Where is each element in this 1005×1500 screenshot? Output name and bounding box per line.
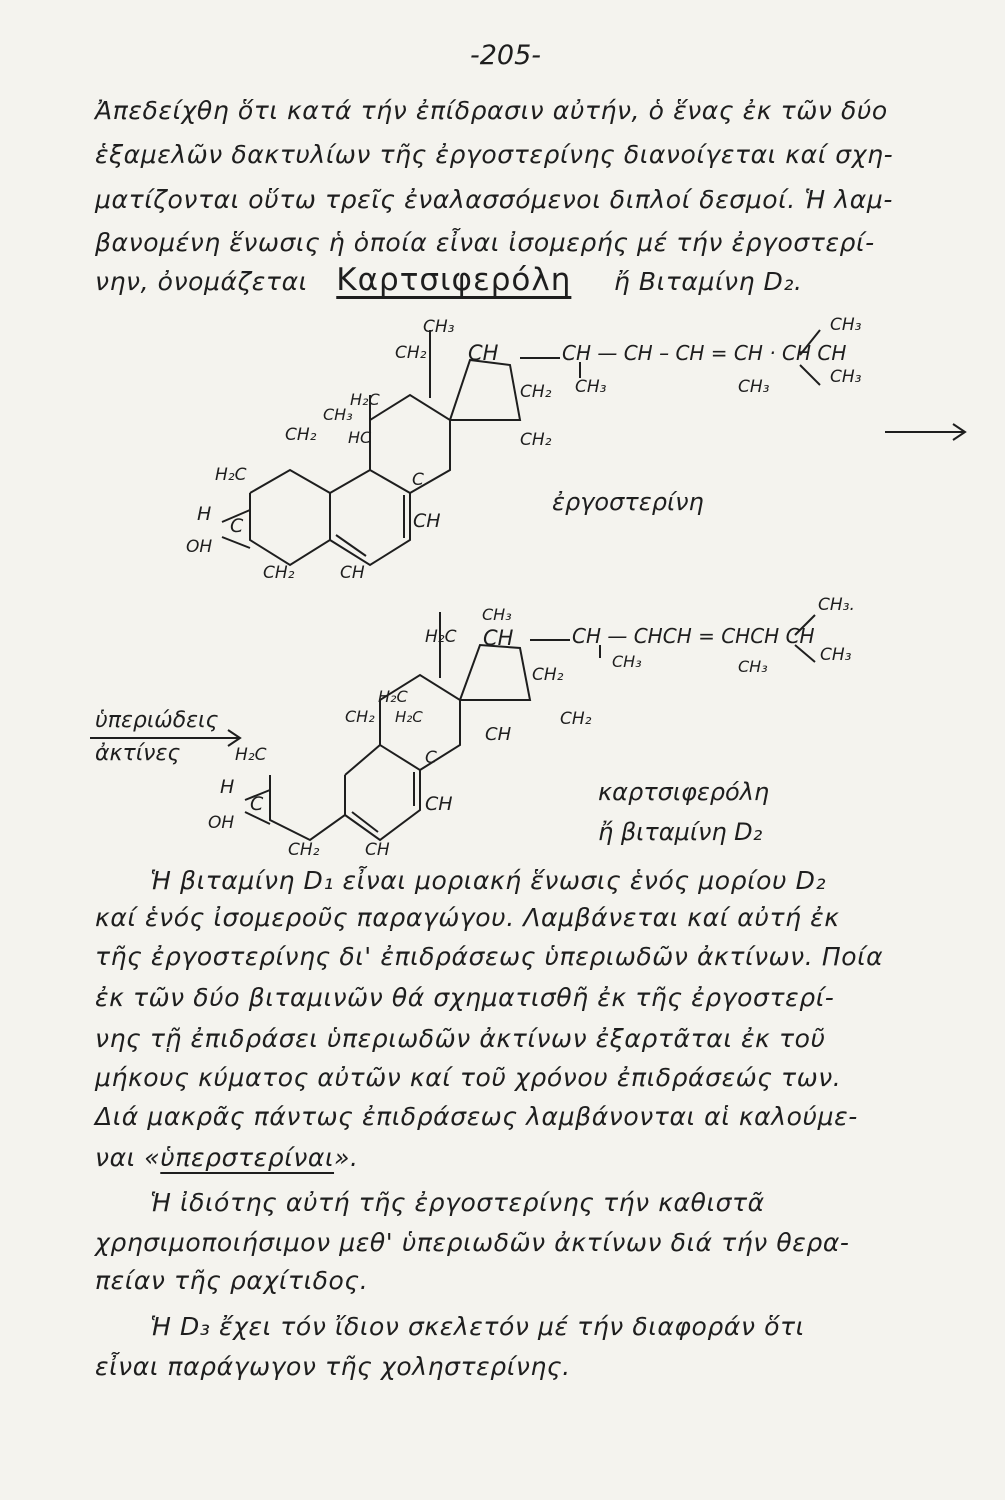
fm2-h2c: H₂C: [425, 627, 457, 647]
fm1-ch3-r2: CH₃: [830, 367, 862, 387]
fm2-ch-b: CH: [485, 724, 512, 745]
fm2-ch3-top: CH₃: [482, 605, 512, 624]
paragraph1-line5-text: νην, ὀνομάζεται: [95, 267, 308, 296]
fm1-c2: C: [230, 515, 244, 537]
fm1-ch2-b: CH₂: [520, 382, 552, 402]
fm1-ch3-r1: CH₃: [830, 315, 862, 335]
fm1-h2c-b: H₂C: [215, 465, 247, 485]
paragraph1-line3: ματίζονται οὕτω τρεῖς ἐναλασσόμενοι διπλοί δεσμοί. Ἡ λαμ-: [95, 185, 893, 214]
supersterines-term: ὑπερστερίναι: [160, 1143, 335, 1172]
fm1-ch-b: CH: [413, 510, 441, 532]
fm2-oh: OH: [208, 813, 235, 833]
paragraph3-line1: Ἡ ἰδιότης αὐτή τῆς ἐργοστερίνης τήν καθιστᾶ: [150, 1188, 765, 1217]
fm2-ch2-e: CH₂: [288, 840, 320, 860]
uv-label-top: ὑπεριώδεις: [95, 708, 219, 733]
paragraph1-line4: βανομένη ἕνωσις ἡ ὁποία εἶναι ἰσομερής μέ τήν ἐργοστερί-: [95, 228, 875, 257]
vitamin-d2-caption: ἤ βιταμίνη D₂: [598, 818, 763, 846]
fm2-ch3-r2: CH₃: [820, 645, 852, 665]
fm1-ch2-d: CH₂: [520, 430, 552, 450]
fm2-ch2-d: CH₂: [560, 709, 592, 729]
paragraph1-line2: ἑξαμελῶν δακτυλίων τῆς ἐργοστερίνης διανοίγεται καί σχη-: [95, 140, 894, 169]
paragraph2-line5: νης τῇ ἐπιδράσει ὑπεριωδῶν ἀκτίνων ἐξαρτᾶται ἐκ τοῦ: [95, 1024, 826, 1053]
fm2-ch3-b2: CH₃: [738, 657, 768, 676]
paragraph2-line2: καί ἑνός ἰσομεροῦς παραγώγου. Λαμβάνεται καί αὐτή ἐκ: [95, 903, 840, 932]
paragraph2-line7: Διά μακρᾶς πάντως ἐπιδράσεως λαμβάνονται αἱ καλούμε-: [95, 1102, 858, 1131]
fm2-c2: C: [250, 793, 264, 815]
fm1-ch3-mid: CH₃: [323, 405, 353, 424]
fm1-side-chain: CH — CH – CH = CH · CH CH: [562, 341, 847, 365]
ergosterol-bonds: [222, 330, 965, 565]
fm1-ch3-b1: CH₃: [575, 377, 607, 397]
fm2-ch2-b: CH₂: [532, 665, 564, 685]
fm1-ch3-top: CH₃: [423, 317, 455, 337]
paragraph3-line2: χρησιμοποιήσιμον μεθ' ὑπεριωδῶν ἀκτίνων διά τήν θερα-: [95, 1228, 850, 1257]
paragraph2-line6: μήκους κύματος αὐτῶν καί τοῦ χρόνου ἐπιδράσεώς των.: [95, 1063, 842, 1092]
vitamin-d2-term: ἤ Βιταμίνη D₂.: [613, 267, 803, 296]
fm1-ch-c: CH: [340, 563, 365, 583]
fm2-h2c-b: H₂C: [378, 687, 408, 706]
fm1-h2c: H₂C: [350, 390, 380, 409]
fm2-ch-a: CH: [483, 626, 514, 650]
fm2-ch2-c: CH₂: [345, 707, 375, 726]
paragraph2-line4: ἐκ τῶν δύο βιταμινῶν θά σχηματισθῆ ἐκ τῆς ἐργοστερί-: [95, 983, 835, 1012]
paragraph3-line3: πείαν τῆς ραχίτιδος.: [95, 1266, 369, 1295]
fm2-ch3-r1: CH₃.: [818, 595, 855, 615]
fm1-ch2-a: CH₂: [395, 343, 427, 363]
paragraph2-line3: τῆς ἐργοστερίνης δι' ἐπιδράσεως ὑπεριωδῶν ἀκτίνων. Ποία: [95, 942, 884, 971]
calciferol-caption: καρτσιφερόλη: [598, 778, 770, 806]
paragraph2-line8-suffix: ».: [334, 1143, 359, 1172]
fm2-hc: H₂C: [395, 708, 423, 726]
uv-label-bottom: ἀκτίνες: [95, 741, 181, 766]
fm2-h: H: [220, 776, 235, 798]
paragraph2-line8-prefix: ναι «: [95, 1143, 161, 1172]
fm2-ch3-b1: CH₃: [612, 652, 642, 671]
fm1-h: H: [197, 503, 212, 525]
fm2-ch-d: CH: [365, 840, 390, 860]
kartsiferoli-term: Καρτσιφερόλη: [336, 262, 572, 298]
fm2-side-chain: CH — CHCH = CHCH CH: [572, 624, 815, 648]
paragraph2-line1: Ἡ βιταμίνη D₁ εἶναι μοριακή ἕνωσις ἑνός μορίου D₂: [150, 866, 827, 895]
ergosterol-caption: ἐργοστερίνη: [552, 488, 704, 516]
fm2-h2c-c: H₂C: [235, 745, 267, 765]
paragraph4-line1: Ἡ D₃ ἔχει τόν ἴδιον σκελετόν μέ τήν διαφοράν ὅτι: [150, 1312, 805, 1341]
fm1-oh: OH: [186, 537, 213, 557]
fm1-ch2-e: CH₂: [263, 563, 295, 583]
fm1-ch-a: CH: [468, 341, 499, 365]
paragraph2-line8: [95, 1143, 359, 1172]
fm1-c: C: [412, 470, 424, 490]
paragraph4-line2: εἶναι παράγωγον τῆς χοληστερίνης.: [95, 1352, 571, 1381]
fm1-ch2-c: CH₂: [285, 425, 317, 445]
fm1-ch3-b2: CH₃: [738, 377, 770, 397]
page-number: -205-: [470, 40, 542, 71]
fm2-c: C: [425, 748, 437, 768]
fm2-ch-c: CH: [425, 793, 453, 815]
fm1-hc: HC: [348, 428, 372, 447]
paragraph1-line1: Ἀπεδείχθη ὅτι κατά τήν ἐπίδρασιν αὐτήν, ὁ ἕνας ἐκ τῶν δύο: [95, 96, 888, 125]
